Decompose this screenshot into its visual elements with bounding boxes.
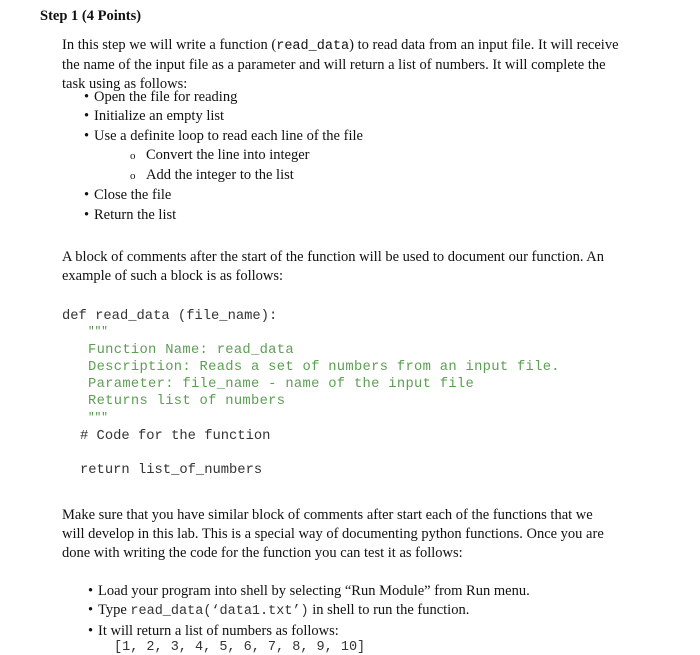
sub-step-text: Add the integer to the list	[146, 167, 294, 184]
intro-function-name: read_data	[276, 39, 350, 54]
sub-list-item	[84, 146, 363, 166]
list-item	[84, 206, 363, 225]
run-step-text: Load your program into shell by selecting “Run Module” from Run menu.	[98, 583, 530, 599]
list-item	[84, 88, 363, 107]
make-sure-paragraph: Make sure that you have similar block of comments after start each of the functions that we will develop in this lab. This is a special way of documenting python functions. Once you are done with writing the code for the function you can test it as follows:	[62, 507, 604, 561]
run-step-text: in shell to run the function.	[308, 602, 470, 619]
intro-text-before: In this step we will write a function (	[62, 37, 277, 53]
bullet-icon: •	[88, 622, 94, 639]
step-heading: Step 1 (4 Points)	[40, 8, 142, 24]
list-item	[88, 622, 530, 641]
bullet-icon: •	[88, 583, 94, 599]
code-comment-line: # Code for the function	[80, 429, 271, 444]
run-step-code: read_data(‘data1.txt’)	[130, 604, 309, 620]
code-return-line: return list_of_numbers	[80, 463, 263, 478]
step-text: Return the list	[94, 206, 177, 223]
code-doc-line: Description: Reads a set of numbers from an input file.	[88, 360, 560, 375]
intro-text-after: ) to read data from an input file. It will receive the name of the input file as a parameter and will return a list of numbers. It will complete the task using as follows:	[62, 37, 619, 92]
bullet-icon: •	[84, 206, 90, 223]
sub-list-item	[84, 166, 363, 186]
bullet-icon: •	[88, 602, 94, 619]
step-text: Close the file	[94, 187, 172, 204]
bullet-icon: •	[84, 127, 90, 144]
list-item	[84, 107, 363, 126]
code-doc-line: Function Name: read_data	[88, 343, 294, 358]
code-doc-line: Parameter: file_name - name of the input file	[88, 377, 475, 392]
step-text: Use a definite loop to read each line of the file	[94, 127, 363, 144]
run-step-text: Type	[98, 602, 131, 619]
bullet-icon: •	[84, 187, 90, 204]
steps-list	[84, 88, 363, 225]
code-docstring-close: """	[88, 412, 108, 424]
list-item	[88, 601, 530, 621]
sub-step-text: Convert the line into integer	[146, 146, 310, 163]
code-doc-line: Returns list of numbers	[88, 394, 286, 409]
list-item	[88, 582, 530, 601]
bullet-icon: •	[84, 89, 90, 105]
run-steps-list	[88, 582, 530, 641]
code-def-line: def read_data (file_name):	[62, 309, 278, 324]
step-text: Open the file for reading	[94, 89, 238, 105]
intro-paragraph	[62, 36, 622, 94]
comment-paragraph: A block of comments after the start of the function will be used to document our function. An example of such a block is as follows:	[62, 249, 605, 284]
result-output: [1, 2, 3, 4, 5, 6, 7, 8, 9, 10]	[114, 640, 366, 655]
bullet-icon: •	[84, 108, 90, 125]
run-step-text: It will return a list of numbers as follows:	[98, 622, 339, 639]
list-item	[84, 186, 363, 205]
list-item	[84, 127, 363, 146]
step-text: Initialize an empty list	[94, 108, 225, 125]
circle-bullet-icon: o	[130, 149, 136, 162]
code-docstring-open: """	[88, 326, 108, 338]
circle-bullet-icon: o	[130, 170, 136, 183]
